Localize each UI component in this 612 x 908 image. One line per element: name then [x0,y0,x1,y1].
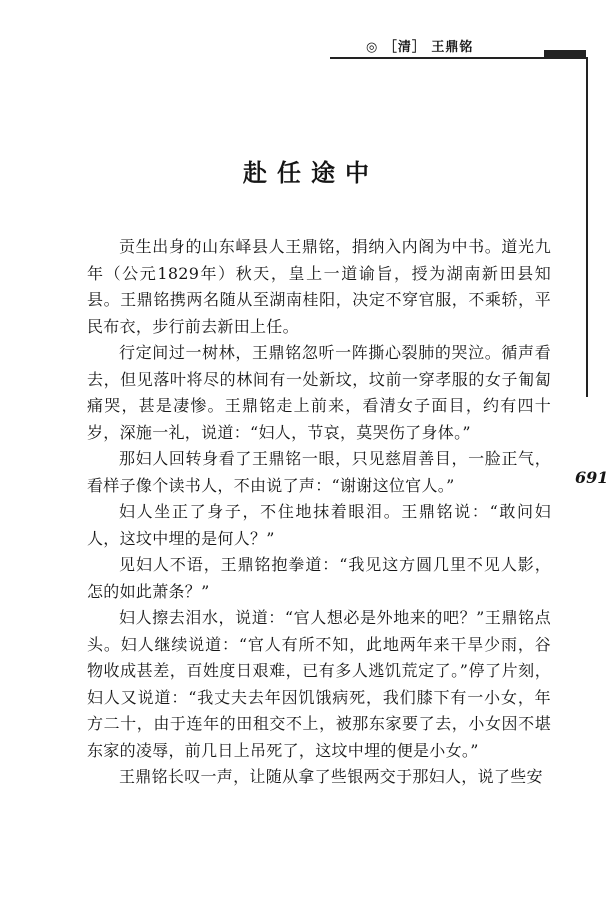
page-edge-line [586,57,588,397]
paragraph: 贡生出身的山东峄县人王鼎铭，捐纳入内阁为中书。道光九年（公元1829年）秋天，皇上一道谕旨，授为湖南新田县知县。王鼎铭携两名随从至湖南桂阳，决定不穿官服，不乘轿，平民布衣，步行前去新田上任。 [87,237,551,336]
running-header [366,36,473,56]
paragraph: 妇人擦去泪水，说道：“官人想必是外地来的吧？”王鼎铭点头。妇人继续说道：“官人有所不知，此地两年来干旱少雨，谷物收成甚差，百姓度日艰难，已有多人逃饥荒定了。”停了片刻，妇人又说道：“我丈夫去年因饥饿病死，我们膝下有一小女，年方二十，由于连年的田租交不上，被那东家要了去，小女因不堪东家的凌辱，前几日上吊死了，这坟中埋的便是小女。” [87,608,551,760]
chapter-title: 赴任途中 [243,159,379,187]
paragraph: 王鼎铭长叹一声，让随从拿了些银两交于那妇人，说了些安 [119,767,543,786]
header-dynasty: ［清］ [383,40,426,55]
paragraph: 见妇人不语，王鼎铭抱拳道：“我见这方圆几里不见人影，怎的如此萧条？” [87,555,551,601]
header-author: 王鼎铭 [431,40,474,55]
paragraph: 妇人坐正了身子，不住地抹着眼泪。王鼎铭说：“敢问妇人，这坟中埋的是何人？” [87,502,551,548]
paragraph: 行定间过一树林，王鼎铭忽听一阵撕心裂肺的哭泣。循声看去，但见落叶将尽的林间有一处新坟，坟前一穿孝服的女子匍匐痛哭，甚是凄惨。王鼎铭走上前来，看清女子面目，约有四十岁，深施一礼，说道：“妇人，节哀，莫哭伤了身体。” [87,343,551,442]
body-text [87,234,551,791]
header-marker: ◎ [366,40,379,55]
page-number: 691 [575,468,609,487]
paragraph: 那妇人回转身看了王鼎铭一眼，只见慈眉善目，一脸正气，看样子像个读书人，不由说了声：“谢谢这位官人。” [87,449,551,495]
header-rule [330,57,586,59]
